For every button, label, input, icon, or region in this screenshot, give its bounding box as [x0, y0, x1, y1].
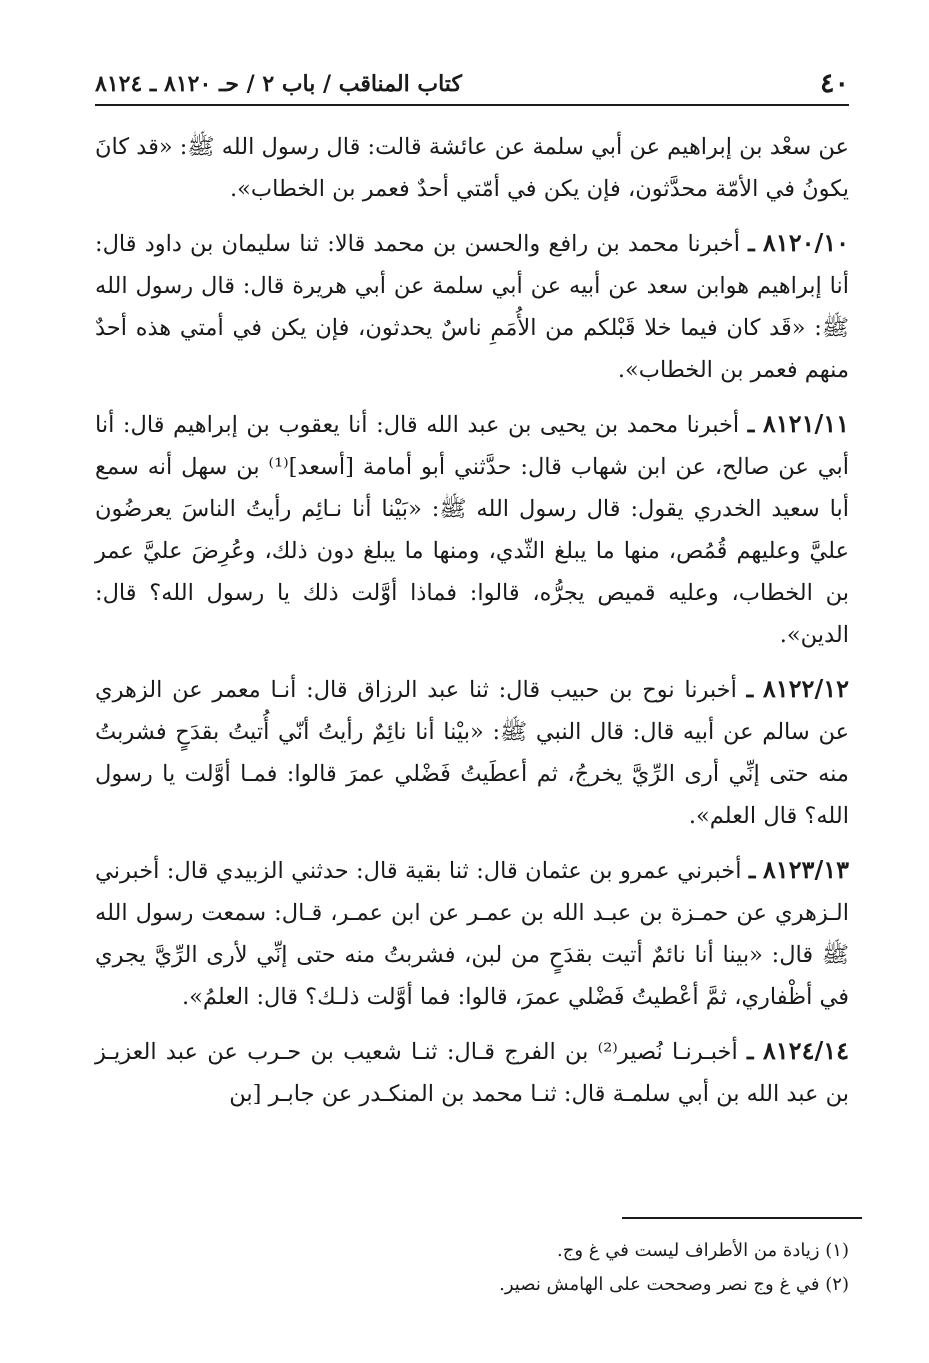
running-title: كتاب المناقب / باب ٢ / حـ ٨١٢٠ ـ ٨١٢٤	[95, 71, 462, 97]
footnote-rule	[622, 1217, 862, 1219]
hadith-paragraph	[95, 668, 849, 837]
hadith-dash: ـ	[746, 677, 754, 703]
hadith-dash: ـ	[747, 412, 755, 438]
page-header	[95, 68, 849, 108]
hadith-paragraph	[95, 222, 849, 391]
hadith-number: ٨١٢١/١١	[762, 409, 849, 438]
paragraph-text: أخبرني عمرو بن عثمان قال: ثنا بقية قال: حدثني الزبيدي قال: أخبرني الـزهري عن حمـزة بن عبـد الله بن عمـر عن ابن عمـر، قـال: سمعت رسول الله ﷺ قال: «بينا أنا نائمٌ أتيت بقدَحٍ من لبن، فشربتُ منه حتى إنِّي لأرى الرِّيَّ يجري في أظْفاري، ثمَّ أعْطيتُ فَضْلي عمرَ، قالوا: فما أوَّلت ذلـك؟ قال: العلمُ».	[95, 858, 849, 1010]
footnotes	[95, 1234, 849, 1302]
hadith-dash: ـ	[747, 1039, 754, 1065]
paragraph-text: أخبرنا نوح بن حبيب قال: ثنا عبد الرزاق قال: أنـا معمر عن الزهري عن سالم عن أبيه قال: قال النبي ﷺ: «بيْنا أنا نائِمٌ رأيتُ أنّي أُتيتُ بقدَحٍ فشربتُ منه حتى إنِّي أرى الرِّيَّ يخرجُ، ثم أعطَيتُ فَضْلي عمرَ قالوا: فمـا أوَّلت يا رسول الله؟ قال العلم».	[95, 677, 849, 829]
hadith-dash: ـ	[748, 231, 755, 257]
hadith-number: ٨١٢٢/١٢	[762, 674, 849, 703]
hadith-paragraph	[95, 403, 849, 656]
hadith-paragraph	[95, 849, 849, 1018]
page-number: ٤٠	[819, 68, 849, 99]
hadith-number: ٨١٢٤/١٤	[762, 1036, 849, 1065]
body-text	[95, 126, 849, 1127]
footnote: (٢) في غ وج نصر وصححت على الهامش نصير.	[499, 1274, 849, 1295]
hadith-paragraph	[95, 126, 849, 210]
hadith-number: ٨١٢٣/١٣	[762, 855, 849, 884]
paragraph-text: عن سعْد بن إبراهيم عن أبي سلمة عن عائشة قالت: قال رسول الله ﷺ: «قد كانَ يكونُ في الأمّة محدَّثون، فإن يكن في أمّتي أحدٌ فعمر بن الخطاب».	[95, 134, 849, 202]
paragraph-text: أخبرنا محمد بن يحيى بن عبد الله قال: أنا يعقوب بن إبراهيم قال: أنا أبي عن صالح، عن ابن شهاب قال: حدَّثني أبو أمامة [أسعد]⁽¹⁾ بن سهل أنه سمع أبا سعيد الخدري يقول: قال رسول الله ﷺ: «بَيْنا أنا نـائِم رأيتُ الناسَ يعرضُون عليَّ وعليهم قُمُص، منها ما يبلغ الثّدي، ومنها ما يبلغ دون ذلك، وعُرِضَ عليَّ عمر بن الخطاب، وعليه قميص يجرُّه، قالوا: فماذا أوَّلت ذلك يا رسول الله؟ قال: الدين».	[95, 412, 849, 648]
paragraph-text: أخبـرنـا نُصير⁽²⁾ بن الفرج قـال: ثنـا شعيب بن حـرب عن عبد العزيـز بن عبد الله بن أبي سلمـة قال: ثنـا محمد بن المنكـدر عن جابـر [بن	[95, 1039, 849, 1107]
hadith-paragraph	[95, 1030, 849, 1115]
header-rule	[95, 104, 849, 106]
footnote: (١) زيادة من الأطراف ليست في غ وج.	[557, 1240, 849, 1261]
paragraph-text: أخبرنا محمد بن رافع والحسن بن محمد قالا: ثنا سليمان بن داود قال: أنا إبراهيم هوابن سعد عن أبيه عن أبي سلمة عن أبي هريرة قال: قال رسول الله ﷺ: «قَد كان فيما خلا قَبْلكم من الأُمَمِ ناسٌ يحدثون، فإن يكن في أمتي هذه أحدٌ منهم فعمر بن الخطاب».	[95, 231, 849, 383]
hadith-number: ٨١٢٠/١٠	[762, 228, 850, 257]
hadith-dash: ـ	[748, 858, 756, 884]
